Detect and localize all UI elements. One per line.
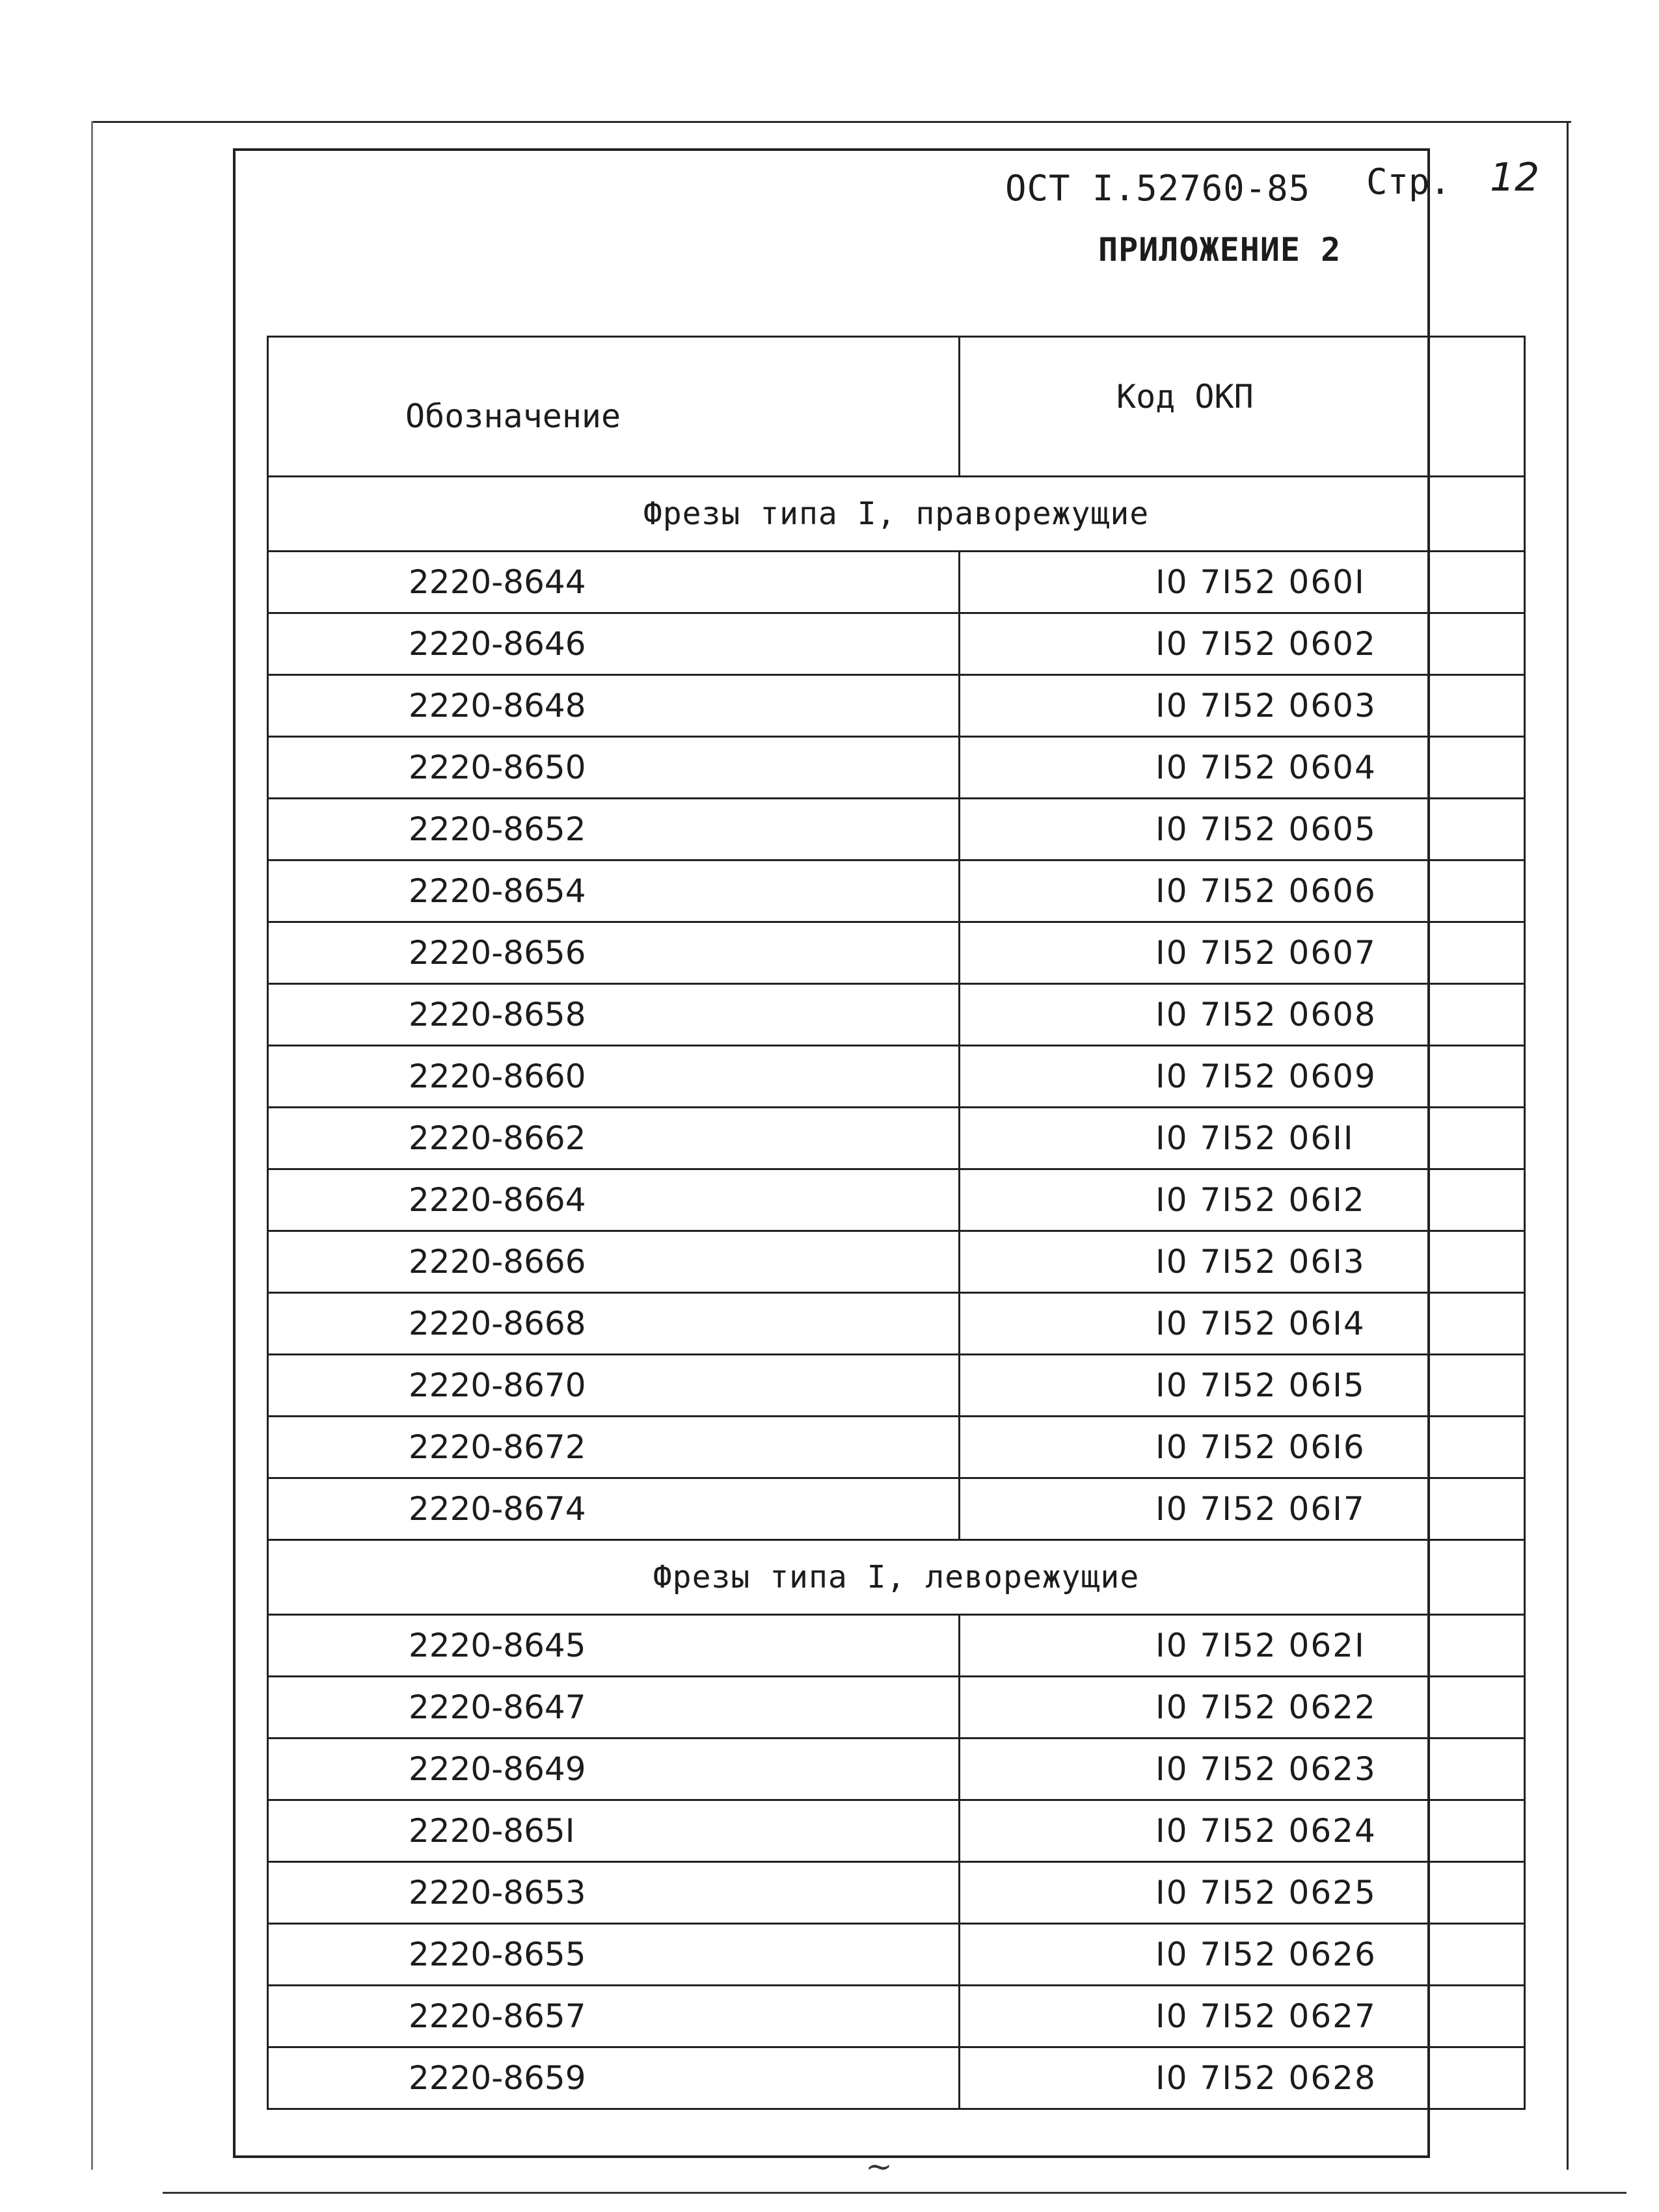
table-row	[268, 1677, 1525, 1739]
designation-code-table	[267, 336, 1526, 2110]
okp-code-cell: I0 7I52 0608	[960, 984, 1525, 1046]
okp-code-cell: I0 7I52 0628	[960, 2047, 1525, 2109]
standard-number: ОСТ I.52760-85	[1005, 168, 1311, 209]
designation-cell: 2220-8649	[268, 1739, 960, 1800]
okp-code-cell: I0 7I52 0609	[960, 1046, 1525, 1108]
section-title: Фрезы типа I, праворежущие	[268, 477, 1525, 552]
okp-code-cell: I0 7I52 0627	[960, 1986, 1525, 2047]
table-row	[268, 613, 1525, 675]
designation-cell: 2220-8674	[268, 1478, 960, 1540]
table-row	[268, 1739, 1525, 1800]
bottom-rule	[163, 2192, 1626, 2194]
okp-code-cell: I0 7I52 0604	[960, 737, 1525, 799]
table-row	[268, 1478, 1525, 1540]
okp-code-cell: I0 7I52 0626	[960, 1924, 1525, 1986]
designation-cell: 2220-8654	[268, 860, 960, 922]
okp-code-cell: I0 7I52 06I4	[960, 1293, 1525, 1355]
designation-cell: 2220-8659	[268, 2047, 960, 2109]
okp-code-cell: I0 7I52 0606	[960, 860, 1525, 922]
outer-border-top	[91, 121, 1571, 123]
outer-border-right	[1567, 121, 1569, 2170]
okp-code-cell: I0 7I52 06I5	[960, 1355, 1525, 1417]
okp-code-cell: I0 7I52 06I6	[960, 1417, 1525, 1478]
page-label: Стр.	[1366, 161, 1451, 202]
okp-code-cell: I0 7I52 0622	[960, 1677, 1525, 1739]
table-header-row	[268, 337, 1525, 477]
column-header-designation: Обозначение	[268, 337, 960, 477]
outer-border-left	[91, 121, 93, 2170]
okp-code-cell: I0 7I52 060I	[960, 552, 1525, 613]
table-row	[268, 1924, 1525, 1986]
designation-cell: 2220-8668	[268, 1293, 960, 1355]
designation-cell: 2220-8664	[268, 1169, 960, 1231]
okp-code-cell: I0 7I52 062I	[960, 1615, 1525, 1677]
table-row	[268, 1417, 1525, 1478]
designation-cell: 2220-8653	[268, 1862, 960, 1924]
section-header	[268, 1540, 1525, 1615]
designation-cell: 2220-8670	[268, 1355, 960, 1417]
okp-code-cell: I0 7I52 06II	[960, 1108, 1525, 1169]
okp-code-cell: I0 7I52 0607	[960, 922, 1525, 984]
table-row	[268, 1108, 1525, 1169]
designation-cell: 2220-8655	[268, 1924, 960, 1986]
okp-code-cell: I0 7I52 0605	[960, 799, 1525, 860]
okp-code-cell: I0 7I52 06I7	[960, 1478, 1525, 1540]
designation-cell: 2220-8650	[268, 737, 960, 799]
designation-cell: 2220-8662	[268, 1108, 960, 1169]
designation-cell: 2220-8657	[268, 1986, 960, 2047]
footer-scribble: ~	[865, 2148, 893, 2185]
table-row	[268, 1862, 1525, 1924]
table-row	[268, 675, 1525, 737]
table-row	[268, 1293, 1525, 1355]
table-row	[268, 860, 1525, 922]
designation-cell: 2220-8644	[268, 552, 960, 613]
designation-cell: 2220-8652	[268, 799, 960, 860]
table-row	[268, 1800, 1525, 1862]
okp-code-cell: I0 7I52 0602	[960, 613, 1525, 675]
table-row	[268, 1231, 1525, 1293]
okp-code-cell: I0 7I52 0603	[960, 675, 1525, 737]
section-title: Фрезы типа I, леворежущие	[268, 1540, 1525, 1615]
table-row	[268, 2047, 1525, 2109]
designation-cell: 2220-8658	[268, 984, 960, 1046]
table-row	[268, 984, 1525, 1046]
designation-cell: 2220-8648	[268, 675, 960, 737]
okp-code-cell: I0 7I52 0624	[960, 1800, 1525, 1862]
okp-code-cell: I0 7I52 0623	[960, 1739, 1525, 1800]
designation-cell: 2220-8645	[268, 1615, 960, 1677]
table-row	[268, 737, 1525, 799]
designation-cell: 2220-8647	[268, 1677, 960, 1739]
designation-cell: 2220-8646	[268, 613, 960, 675]
section-header	[268, 477, 1525, 552]
page-number: 12	[1490, 155, 1540, 200]
designation-cell: 2220-865I	[268, 1800, 960, 1862]
table-row	[268, 799, 1525, 860]
table-row	[268, 1615, 1525, 1677]
okp-code-cell: I0 7I52 06I2	[960, 1169, 1525, 1231]
appendix-title: ПРИЛОЖЕНИЕ 2	[1098, 231, 1342, 269]
table-row	[268, 552, 1525, 613]
table-row	[268, 1986, 1525, 2047]
designation-cell: 2220-8666	[268, 1231, 960, 1293]
okp-code-cell: I0 7I52 0625	[960, 1862, 1525, 1924]
designation-cell: 2220-8660	[268, 1046, 960, 1108]
table-row	[268, 1046, 1525, 1108]
table-row	[268, 1169, 1525, 1231]
table-row	[268, 922, 1525, 984]
designation-cell: 2220-8656	[268, 922, 960, 984]
okp-code-cell: I0 7I52 06I3	[960, 1231, 1525, 1293]
table-row	[268, 1355, 1525, 1417]
column-header-okp-code: Код ОКП	[960, 337, 1525, 477]
designation-cell: 2220-8672	[268, 1417, 960, 1478]
